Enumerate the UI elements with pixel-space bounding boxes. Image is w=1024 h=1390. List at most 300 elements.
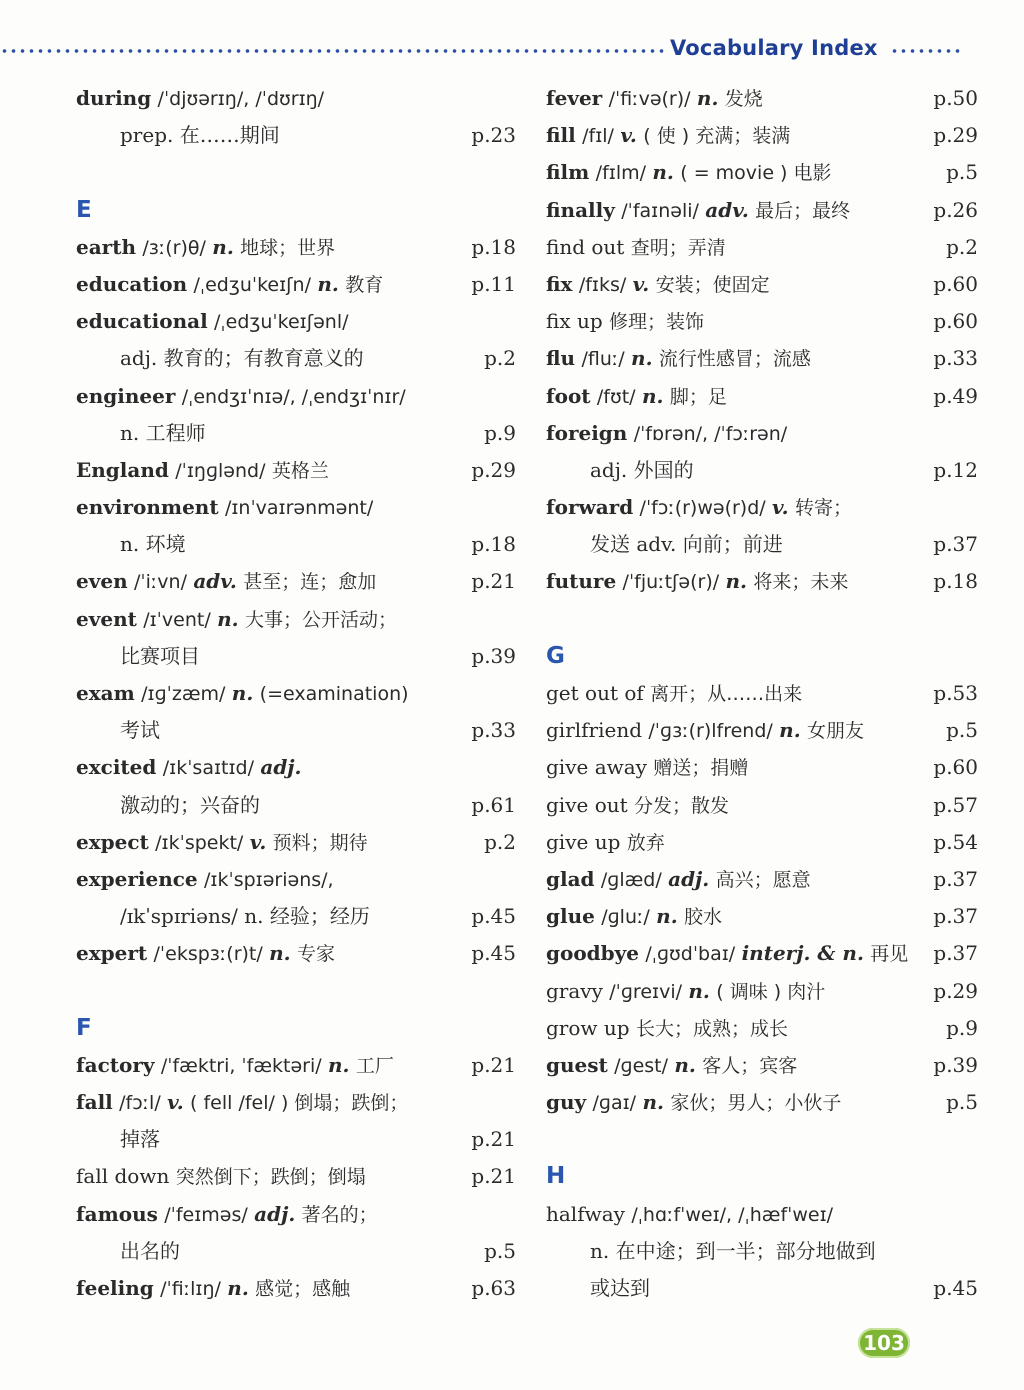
entry-continuation: [76, 712, 516, 749]
chinese-meaning: ( 调味 ) 肉汁: [716, 980, 826, 1003]
part-of-speech: n.: [641, 383, 664, 408]
chinese-meaning: 赠送；捐赠: [653, 757, 749, 780]
headword: finally: [546, 197, 615, 222]
page-reference: p.39: [933, 1052, 978, 1077]
vocab-entry: [546, 712, 978, 749]
chinese-meaning: 预料；期待: [272, 831, 368, 854]
pronunciation: /ˌedʒuˈkeɪʃənl/: [214, 311, 349, 334]
vocab-entry: [546, 861, 978, 898]
entry-text: [76, 452, 329, 490]
headword: engineer: [76, 383, 176, 408]
page-reference: p.37: [933, 532, 978, 557]
entry-text: [76, 1047, 394, 1085]
vocab-entry: [546, 154, 978, 191]
pronunciation: /fɪlm/: [595, 162, 647, 185]
page-reference: p.54: [933, 829, 978, 854]
vocab-entry: [546, 415, 978, 452]
vocab-entry: [546, 303, 978, 340]
entry-text: [76, 489, 373, 527]
page-reference: p.21: [471, 1127, 516, 1152]
vocab-entry: [76, 1047, 516, 1084]
vocab-entry: [76, 1158, 516, 1195]
entry-text: [546, 1196, 833, 1234]
pronunciation: /ˈfɒrən/, /ˈfɔːrən/: [633, 422, 788, 445]
headword: forward: [546, 495, 634, 520]
headword: fix up: [546, 309, 603, 334]
entry-text: 或达到: [590, 1276, 650, 1300]
page-reference: p.37: [933, 904, 978, 929]
part-of-speech: adv.: [705, 197, 749, 222]
entry-text: 发送 adv. 向前；前进: [590, 532, 783, 557]
entry-text: n. 在中途；到一半；部分地做到: [590, 1238, 876, 1263]
entry-text: 考试: [120, 718, 160, 743]
pronunciation: /ɜː(r)θ/: [142, 236, 206, 259]
chinese-meaning: 转寄；: [794, 497, 852, 520]
headword: famous: [76, 1201, 158, 1226]
entry-text: [546, 229, 726, 267]
headword: event: [76, 606, 137, 631]
section-gap: [76, 154, 516, 191]
vocab-entry: [76, 378, 516, 415]
pronunciation: /ɡluː/: [601, 906, 650, 929]
vocab-entry: [76, 80, 516, 117]
page-reference: p.21: [471, 569, 516, 594]
page-reference: p.60: [933, 309, 978, 334]
entry-text: [76, 935, 335, 973]
pronunciation: /ˈɪŋɡlənd/: [175, 459, 266, 482]
page-reference: p.5: [946, 1090, 978, 1115]
page-reference: p.50: [933, 86, 978, 110]
pronunciation: /ɪkˈspekt/: [155, 831, 244, 854]
headword: girlfriend: [546, 718, 643, 743]
page-reference: p.9: [946, 1015, 978, 1040]
entry-text: n. 工程师: [120, 420, 206, 445]
pronunciation: /ˌendʒɪˈnɪə/, /ˌendʒɪˈnɪr/: [181, 385, 406, 408]
headword: educational: [76, 309, 208, 334]
pronunciation: /fɪks/: [578, 273, 627, 296]
section-letter: [546, 638, 978, 675]
page-reference: p.9: [484, 420, 516, 445]
entry-text: [546, 1010, 788, 1048]
headword: fever: [546, 86, 603, 110]
page-header: [0, 30, 1024, 70]
entry-text: [546, 154, 832, 192]
pronunciation: /ɡest/: [614, 1054, 669, 1077]
headword: environment: [76, 495, 219, 520]
entry-text: 激动的；兴奋的: [120, 792, 260, 817]
entry-text: H: [546, 1163, 566, 1190]
pronunciation: /ɪkˈsaɪtɪd/: [162, 757, 254, 780]
headword: even: [76, 569, 128, 594]
chinese-meaning: ( 使 ) 充满；装满: [643, 125, 791, 148]
headword: foot: [546, 383, 591, 408]
part-of-speech: n.: [317, 271, 339, 296]
headword: fall: [76, 1090, 113, 1115]
entry-text: adj. 教育的；有教育意义的: [120, 346, 364, 371]
entry-text: [546, 563, 848, 601]
vocab-entry: [76, 229, 516, 266]
vocab-entry: [546, 1010, 978, 1047]
pronunciation: /fluː/: [581, 348, 625, 371]
headword: give out: [546, 792, 628, 817]
chinese-meaning: 地球；世界: [240, 236, 336, 259]
chinese-meaning: 脚；足: [669, 385, 727, 408]
page-reference: p.18: [933, 569, 978, 594]
part-of-speech: v.: [632, 271, 650, 296]
page-reference: p.2: [484, 829, 516, 854]
entry-text: [546, 415, 787, 453]
part-of-speech: n.: [656, 904, 678, 929]
chinese-meaning: ( = movie ) 电影: [680, 162, 832, 185]
vocab-entry: [546, 266, 978, 303]
entry-continuation: [76, 898, 516, 935]
headword: grow up: [546, 1015, 630, 1040]
part-of-speech: adv.: [193, 569, 237, 594]
chinese-meaning: 大事；公开活动；: [244, 608, 397, 631]
chinese-meaning: 长大；成熟；成长: [635, 1017, 788, 1040]
entry-text: [546, 861, 811, 899]
pronunciation: /ˈfjuːtʃə(r)/: [622, 571, 720, 594]
headword: get out of: [546, 681, 644, 705]
part-of-speech: adj.: [668, 866, 710, 891]
vocab-entry: [546, 935, 978, 972]
vocab-entry: [76, 452, 516, 489]
page-reference: p.39: [471, 643, 516, 668]
section-gap: [76, 973, 516, 1010]
vocab-entry: [76, 935, 516, 972]
page-reference: p.29: [933, 978, 978, 1003]
headword: fall down: [76, 1164, 170, 1189]
headword: find out: [546, 234, 625, 259]
headword: future: [546, 569, 617, 594]
headword: flu: [546, 346, 576, 371]
page-reference: p.12: [933, 457, 978, 482]
vocab-entry: [76, 1084, 516, 1121]
vocab-entry: [546, 898, 978, 935]
headword: gravy: [546, 978, 603, 1003]
chinese-meaning: 再见: [870, 943, 909, 966]
vocab-entry: [546, 489, 978, 526]
vocab-entry: [546, 117, 978, 154]
entry-text: [76, 80, 324, 118]
part-of-speech: n.: [269, 941, 291, 966]
pronunciation: /ˌhɑːfˈweɪ/, /ˌhæfˈweɪ/: [631, 1203, 834, 1226]
pronunciation: /fɪl/: [582, 125, 614, 148]
entry-text: [546, 824, 665, 862]
pronunciation: /fɔːl/: [119, 1092, 161, 1115]
entry-continuation: [76, 1233, 516, 1270]
pronunciation: /ɡlæd/: [600, 868, 662, 891]
pronunciation: /ˈfaɪnəli/: [621, 199, 699, 222]
chinese-meaning: 突然倒下；跌倒；倒塌: [175, 1166, 366, 1189]
vocab-entry: [546, 378, 978, 415]
headword: expert: [76, 941, 148, 966]
headword: goodbye: [546, 941, 639, 966]
headword: give away: [546, 755, 647, 780]
pronunciation: /ˈfæktri, ˈfæktəri/: [160, 1054, 322, 1077]
page-reference: p.18: [471, 532, 516, 557]
headword: education: [76, 271, 188, 296]
part-of-speech: adj.: [260, 755, 302, 780]
page-reference: p.45: [471, 904, 516, 929]
vocab-entry: [546, 80, 978, 117]
chinese-meaning: 将来；未来: [753, 571, 849, 594]
entry-text: [546, 340, 811, 378]
headword: expect: [76, 829, 149, 854]
entry-text: [76, 824, 368, 862]
page-reference: p.63: [471, 1276, 516, 1300]
headword: glad: [546, 866, 595, 891]
vocab-entry: [546, 824, 978, 861]
vocab-entry: [546, 563, 978, 600]
headword: guy: [546, 1090, 587, 1115]
entry-text: G: [546, 642, 565, 669]
entry-text: [546, 712, 864, 750]
entry-continuation: [76, 415, 516, 452]
pronunciation: /ɪɡˈzæm/: [141, 683, 226, 705]
entry-text: [76, 378, 406, 416]
page-number-badge: 103: [858, 1328, 910, 1358]
page-reference: p.29: [471, 457, 516, 482]
headword: film: [546, 160, 590, 185]
pronunciation: /ˈfiːlɪŋ/: [160, 1278, 221, 1300]
headword: fill: [546, 123, 576, 148]
vocab-entry: [546, 787, 978, 824]
entry-text: [76, 266, 383, 304]
entry-text: [546, 787, 729, 825]
pronunciation: /fʊt/: [596, 385, 636, 408]
entry-text: [546, 898, 722, 936]
headword: factory: [76, 1052, 155, 1077]
pronunciation: /ɪnˈvaɪrənmənt/: [224, 497, 374, 520]
entry-text: [546, 80, 763, 118]
chinese-meaning: (=examination): [259, 683, 409, 705]
page-reference: p.26: [933, 197, 978, 222]
headword: glue: [546, 904, 595, 929]
part-of-speech: n.: [212, 234, 234, 259]
header-title: Vocabulary Index: [670, 36, 878, 60]
pronunciation: /ˈfiːvə(r)/: [608, 88, 691, 110]
vocab-entry: [76, 749, 516, 786]
chinese-meaning: 工厂: [355, 1054, 394, 1077]
entry-continuation: [546, 526, 978, 563]
entry-text: n. 环境: [120, 532, 186, 557]
entry-text: E: [76, 196, 92, 223]
page-reference: p.60: [933, 755, 978, 780]
page-reference: p.11: [471, 271, 516, 296]
page-reference: p.61: [471, 792, 516, 817]
vocab-entry: [546, 1084, 978, 1121]
entry-text: [546, 192, 850, 230]
part-of-speech: v.: [167, 1090, 184, 1115]
entry-text: 比赛项目: [120, 643, 200, 668]
chinese-meaning: 著名的；: [301, 1203, 378, 1226]
entry-text: [76, 601, 397, 639]
entry-text: [546, 935, 908, 973]
chinese-meaning: 专家: [297, 943, 336, 966]
section-gap: [546, 601, 978, 638]
entry-text: [546, 266, 770, 304]
part-of-speech: n.: [674, 1052, 696, 1077]
part-of-speech: n.: [779, 718, 801, 743]
page-reference: p.29: [933, 123, 978, 148]
pronunciation: /ˈiːvn/: [133, 571, 187, 594]
entry-text: [546, 973, 825, 1011]
page-reference: p.45: [471, 941, 516, 966]
page-reference: p.21: [471, 1164, 516, 1189]
section-letter: [76, 1010, 516, 1047]
entry-text: /ɪkˈspɪriəns/ n. 经验；经历: [120, 904, 370, 929]
right-column: [546, 80, 978, 1307]
entry-text: [546, 1047, 797, 1085]
page-reference: p.60: [933, 271, 978, 296]
chinese-meaning: 离开；从……出来: [650, 683, 803, 705]
entry-continuation: [546, 452, 978, 489]
part-of-speech: v.: [249, 829, 267, 854]
part-of-speech: n.: [328, 1052, 350, 1077]
page-reference: p.21: [471, 1052, 516, 1077]
entry-text: [76, 229, 335, 267]
page-reference: p.5: [484, 1238, 516, 1263]
headword: earth: [76, 234, 136, 259]
vocab-entry: [76, 303, 516, 340]
pronunciation: /ˈfɔː(r)wə(r)d/: [639, 497, 766, 520]
pronunciation: /ɡaɪ/: [592, 1092, 637, 1115]
headword: excited: [76, 755, 157, 780]
chinese-meaning: ( fell /fel/ ) 倒塌；跌倒；: [190, 1092, 409, 1115]
entry-text: [546, 117, 790, 155]
pronunciation: /ˌɡʊdˈbaɪ/: [645, 943, 736, 966]
entry-continuation: [76, 117, 516, 154]
headword: halfway: [546, 1201, 625, 1226]
headword: experience: [76, 866, 198, 891]
page-reference: p.37: [933, 866, 978, 891]
page-reference: p.49: [933, 383, 978, 408]
pronunciation: /ˈdjʊərɪŋ/, /ˈdʊrɪŋ/: [157, 88, 325, 110]
headword: give up: [546, 829, 621, 854]
chinese-meaning: 最后；最终: [755, 199, 851, 222]
pronunciation: /ˈekspɜː(r)t/: [153, 943, 263, 966]
chinese-meaning: 胶水: [684, 906, 723, 929]
pronunciation: /ˌedʒuˈkeɪʃn/: [193, 273, 311, 296]
part-of-speech: v.: [620, 123, 637, 148]
headword: guest: [546, 1052, 608, 1077]
section-letter: [76, 192, 516, 229]
chinese-meaning: 安装；使固定: [655, 273, 770, 296]
entry-text: adj. 外国的: [590, 457, 694, 482]
pronunciation: /ˈfeɪməs/: [164, 1203, 248, 1226]
vocab-entry: [76, 1196, 516, 1233]
chinese-meaning: 甚至；连；愈加: [243, 571, 377, 594]
page-reference: p.45: [933, 1276, 978, 1300]
page-reference: p.57: [933, 792, 978, 817]
part-of-speech: n.: [642, 1090, 664, 1115]
chinese-meaning: 查明；弄清: [630, 236, 726, 259]
left-column: [76, 80, 516, 1307]
part-of-speech: n.: [217, 606, 239, 631]
headword: fix: [546, 271, 573, 296]
header-dot-rule-right: [890, 49, 960, 53]
vocab-entry: [546, 675, 978, 712]
part-of-speech: n.: [688, 978, 710, 1003]
vocab-entry: [546, 749, 978, 786]
page-reference: p.5: [946, 718, 978, 743]
pronunciation: /ˈɡɜː(r)lfrend/: [648, 720, 773, 743]
page-reference: p.53: [933, 681, 978, 705]
vocab-entry: [546, 1196, 978, 1233]
chinese-meaning: 发烧: [724, 88, 763, 110]
pronunciation: /ɪkˈspɪəriəns/,: [204, 868, 334, 891]
headword: feeling: [76, 1276, 154, 1300]
entry-continuation: [546, 1270, 978, 1307]
chinese-meaning: 感觉；感触: [255, 1278, 351, 1300]
page-reference: p.37: [933, 941, 978, 966]
entry-text: [546, 489, 852, 527]
vocab-entry: [546, 973, 978, 1010]
entry-text: [76, 1084, 408, 1122]
page-reference: p.33: [933, 346, 978, 371]
entry-text: [76, 1270, 350, 1308]
chinese-meaning: 女朋友: [807, 720, 865, 743]
chinese-meaning: 流行性感冒；流感: [658, 348, 811, 371]
vocab-entry: [76, 1270, 516, 1307]
part-of-speech: n.: [652, 160, 674, 185]
entry-continuation: [76, 638, 516, 675]
entry-continuation: [76, 1121, 516, 1158]
entry-text: F: [76, 1014, 92, 1041]
part-of-speech: interj. & n.: [741, 941, 864, 966]
chinese-meaning: 放弃: [626, 831, 665, 854]
vocab-entry: [546, 340, 978, 377]
chinese-meaning: 修理；装饰: [609, 311, 705, 334]
part-of-speech: n.: [227, 1276, 249, 1300]
entry-continuation: [76, 787, 516, 824]
page-reference: p.2: [484, 346, 516, 371]
chinese-meaning: 客人；宾客: [702, 1054, 798, 1077]
vocab-entry: [76, 861, 516, 898]
page-reference: p.23: [471, 123, 516, 148]
entry-text: [546, 303, 704, 341]
part-of-speech: n.: [696, 86, 719, 110]
vocab-entry: [76, 266, 516, 303]
vocab-entry: [546, 192, 978, 229]
entry-text: 出名的: [120, 1238, 180, 1263]
part-of-speech: n.: [631, 346, 653, 371]
pronunciation: /ˈɡreɪvi/: [609, 980, 683, 1003]
vocab-entry: [76, 563, 516, 600]
entry-text: [76, 563, 376, 601]
part-of-speech: adj.: [254, 1201, 296, 1226]
entry-text: 掉落: [120, 1127, 160, 1152]
page-reference: p.18: [471, 234, 516, 259]
chinese-meaning: 教育: [345, 273, 384, 296]
page-reference: p.33: [471, 718, 516, 743]
entry-text: [76, 1196, 378, 1234]
vocab-entry: [546, 229, 978, 266]
entry-text: [546, 378, 727, 416]
vocab-entry: [76, 601, 516, 638]
headword: during: [76, 86, 152, 110]
section-letter: [546, 1158, 978, 1195]
entry-continuation: [76, 340, 516, 377]
entry-text: prep. 在……期间: [120, 123, 280, 148]
entry-text: [546, 1084, 841, 1122]
chinese-meaning: 英格兰: [271, 459, 329, 482]
vocab-entry: [76, 489, 516, 526]
chinese-meaning: 分发；散发: [634, 794, 730, 817]
pronunciation: /ɪˈvent/: [143, 608, 211, 631]
chinese-meaning: 家伙；男人；小伙子: [670, 1092, 842, 1115]
